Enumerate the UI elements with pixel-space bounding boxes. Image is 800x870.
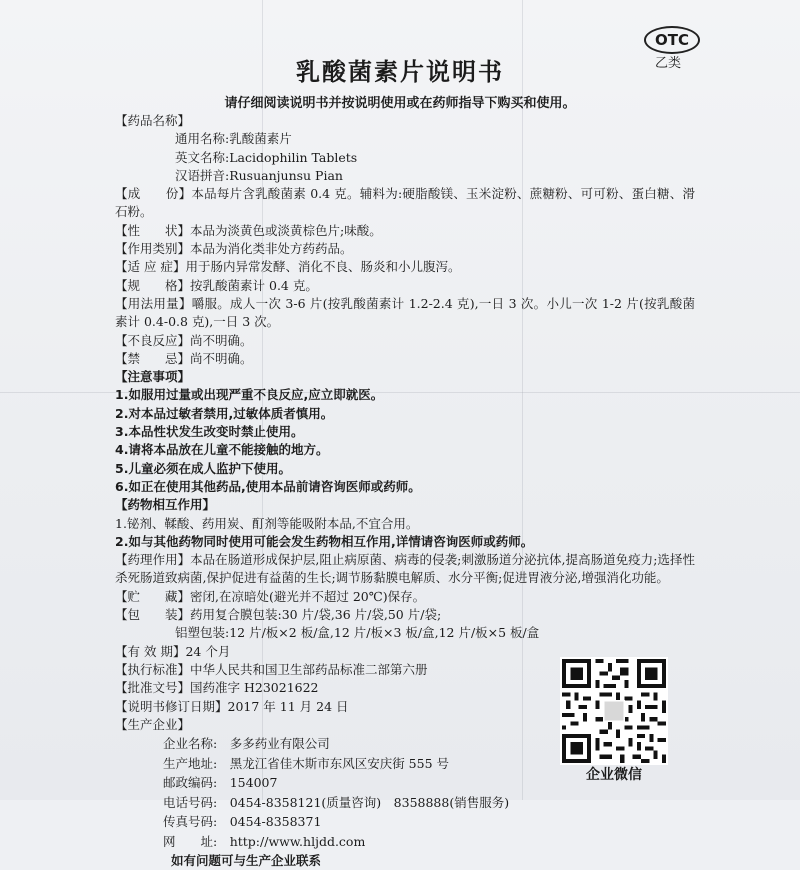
adverse-text: 尚不明确。 xyxy=(190,332,253,348)
precaution-item: 6.如正在使用其他药品,使用本品前请咨询医师或药师。 xyxy=(115,478,421,494)
manufacturer-contact: 如有问题可与生产企业联系 xyxy=(171,852,322,868)
interaction-item: 1.铋剂、鞣酸、药用炭、酊剂等能吸附本品,不宜合用。 xyxy=(115,515,419,531)
section-heading: 【性 状】 xyxy=(115,222,191,238)
section-heading: 【作用类别】 xyxy=(115,241,191,257)
reading-warning: 请仔细阅读说明书并按说明使用或在药师指导下购买和使用。 xyxy=(224,96,576,111)
precaution-item: 5.儿童必须在成人监护下使用。 xyxy=(115,460,291,476)
section-heading: 【药品名称】 xyxy=(115,113,191,128)
section-heading: 【包 装】 xyxy=(115,607,191,623)
otc-badge: OTC xyxy=(644,26,700,54)
section-heading: 【禁 忌】 xyxy=(115,350,191,366)
qr-code-icon xyxy=(562,659,666,763)
section-heading: 【有 效 期】 xyxy=(115,643,186,659)
precaution-item: 1.如服用过量或出现严重不良反应,应立即就医。 xyxy=(115,387,384,403)
generic-name: 通用名称:乳酸菌素片 xyxy=(175,131,292,147)
english-name: 英文名称:Lacidophilin Tablets xyxy=(175,149,358,165)
manufacturer-fax: 传真号码: 0454-8358371 xyxy=(163,814,322,830)
package-text: 药用复合膜包装:30 片/袋,36 片/袋,50 片/袋; xyxy=(190,607,442,623)
precaution-item: 4.请将本品放在儿童不能接触的地方。 xyxy=(115,442,329,458)
approval-text: 国药准字 H23021622 xyxy=(190,680,319,696)
manufacturer-postcode: 邮政编码: 154007 xyxy=(163,775,278,791)
precaution-item: 3.本品性状发生改变时禁止使用。 xyxy=(115,424,304,440)
composition-text: 本品每片含乳酸菌素 0.4 克。辅料为:硬脂酸镁、玉米淀粉、蔗糖粉、可可粉、蛋白糖、滑石粉。 xyxy=(115,186,695,220)
revision-text: 2017 年 11 月 24 日 xyxy=(227,698,349,714)
section-heading: 【执行标准】 xyxy=(115,661,191,677)
section-heading: 【药物相互作用】 xyxy=(115,497,216,513)
otc-class: 乙类 xyxy=(655,56,682,71)
section-heading: 【适 应 症】 xyxy=(115,259,186,275)
section-heading: 【生产企业】 xyxy=(115,716,191,732)
section-heading: 【规 格】 xyxy=(115,277,191,293)
precaution-item: 2.对本品过敏者禁用,过敏体质者慎用。 xyxy=(115,405,334,421)
contraindication-text: 尚不明确。 xyxy=(190,350,253,366)
pharmacology-text: 本品在肠道形成保护层,阻止病原菌、病毒的侵袭;刺激肠道分泌抗体,提高肠道免疫力;选择性杀死肠道致病菌,保护促进有益菌的生长;调节肠黏膜电解质、水分平衡;促进胃液分泌,增强消化功能。 xyxy=(115,552,695,586)
character-text: 本品为淡黄色或淡黄棕色片;味酸。 xyxy=(190,222,382,238)
section-heading: 【药理作用】 xyxy=(115,552,191,568)
section-heading: 【注意事项】 xyxy=(115,369,191,385)
qr-code-label: 企业微信 xyxy=(586,767,642,783)
manufacturer-address: 生产地址: 黑龙江省佳木斯市东风区安庆街 555 号 xyxy=(163,755,450,771)
indication-text: 用于肠内异常发酵、消化不良、肠炎和小儿腹泻。 xyxy=(185,259,461,275)
qr-code xyxy=(560,657,668,765)
section-heading: 【贮 藏】 xyxy=(115,588,191,604)
section-heading: 【批准文号】 xyxy=(115,680,191,696)
package-text: 铝塑包装:12 片/板×2 板/盒,12 片/板×3 板/盒,12 片/板×5 板/盒 xyxy=(175,625,540,641)
manufacturer-phone: 电话号码: 0454-8358121(质量咨询) 8358888(销售服务) xyxy=(163,794,510,810)
category-text: 本品为消化类非处方药药品。 xyxy=(190,241,353,257)
section-heading: 【不良反应】 xyxy=(115,332,191,348)
storage-text: 密闭,在凉暗处(避光并不超过 20℃)保存。 xyxy=(190,588,426,604)
dosage-text: 嚼服。成人一次 3-6 片(按乳酸菌素计 1.2-2.4 克),一日 3 次。小儿一次 1-2 片(按乳酸菌素计 0.4-0.8 克),一日 3 次。 xyxy=(115,295,695,330)
manufacturer-name: 企业名称: 多多药业有限公司 xyxy=(163,736,330,752)
section-heading: 【用法用量】 xyxy=(115,295,192,311)
specification-text: 按乳酸菌素计 0.4 克。 xyxy=(190,277,318,293)
section-heading: 【成 份】 xyxy=(115,186,192,202)
manufacturer-website: 网 址: http://www.hljdd.com xyxy=(163,834,366,850)
page-title: 乳酸菌素片说明书 xyxy=(296,58,504,86)
interaction-item: 2.如与其他药物同时使用可能会发生药物相互作用,详情请咨询医师或药师。 xyxy=(115,533,534,549)
validity-text: 24 个月 xyxy=(185,643,231,659)
section-heading: 【说明书修订日期】 xyxy=(115,698,228,714)
pinyin-name: 汉语拼音:Rusuanjunsu Pian xyxy=(175,167,343,183)
standard-text: 中华人民共和国卫生部药品标准二部第六册 xyxy=(190,661,428,677)
